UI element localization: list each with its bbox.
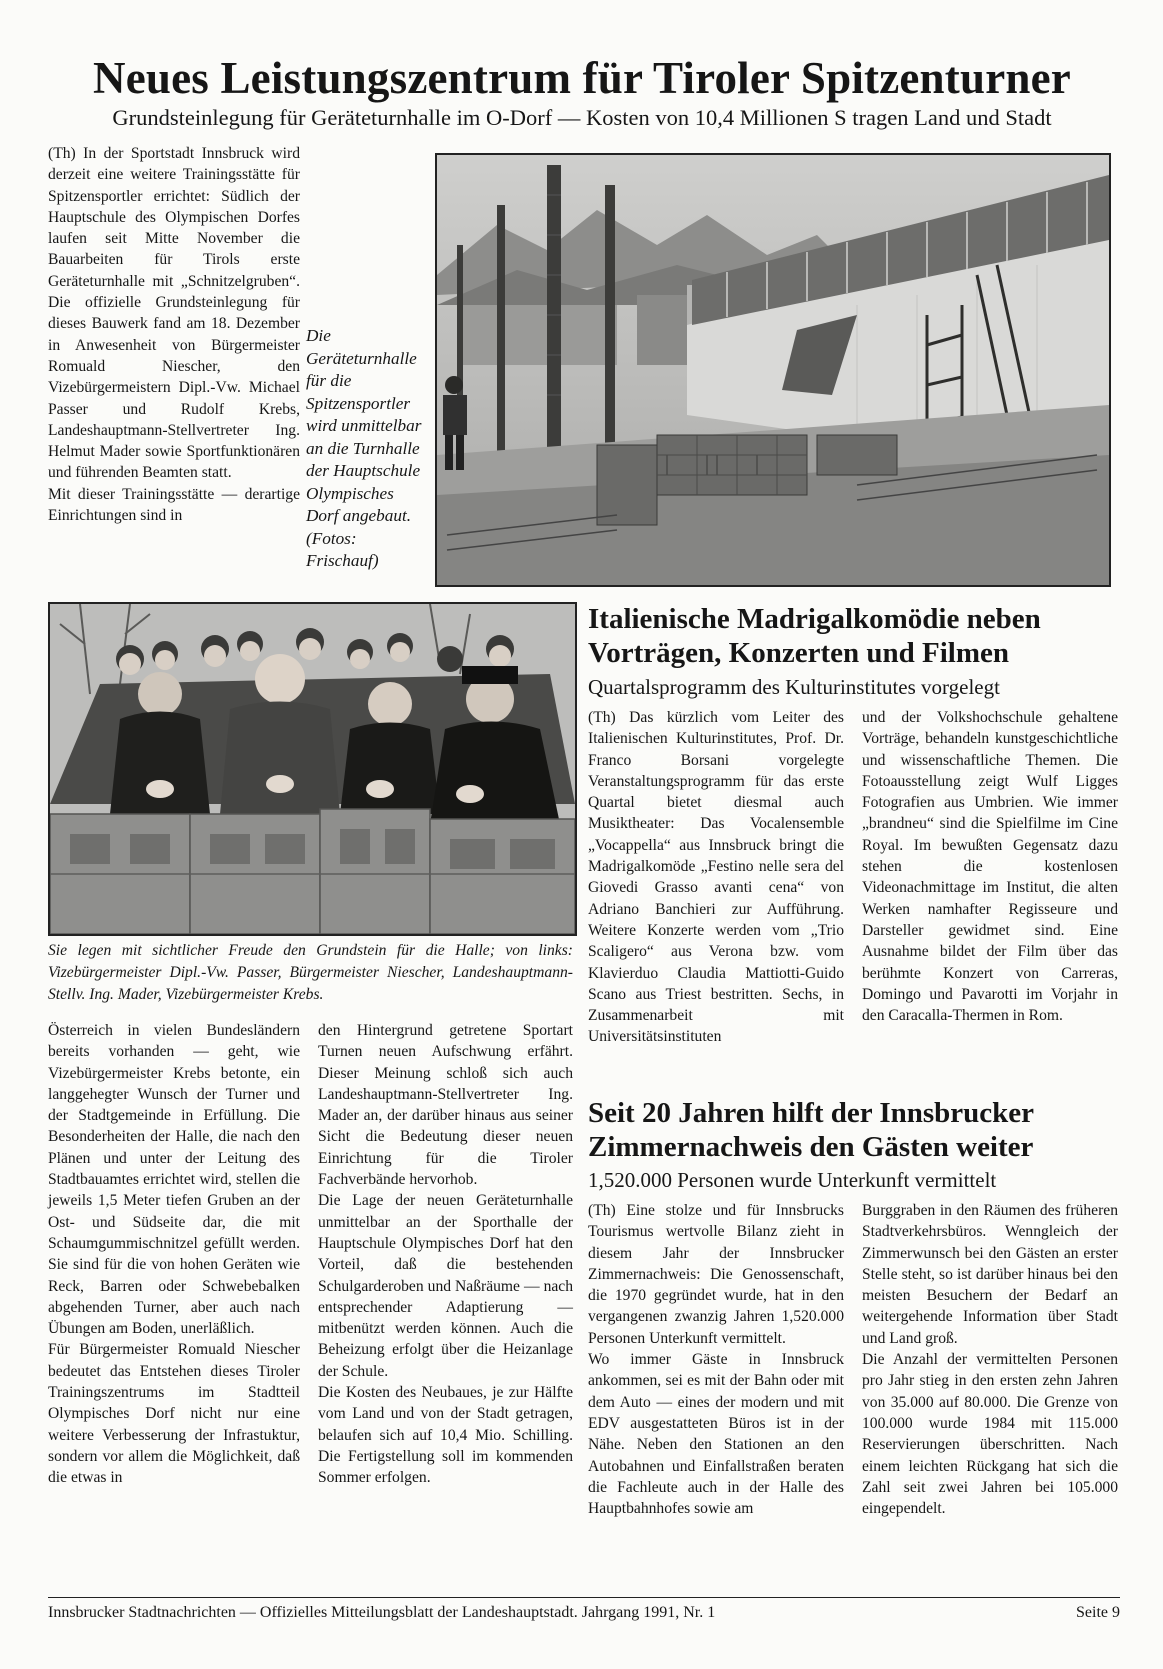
page-number: Seite 9: [1076, 1604, 1120, 1621]
article1-col-b-text-3: Die Kosten des Neubaues, je zur Hälfte vom Land und von der Stadt getragen, belaufen sich auf 10,4 Mio. Schilling. Die Fertigstellung soll im kommenden Sommer erfolgen.: [318, 1384, 573, 1487]
article1-intro-text-cont: Mit dieser Trainingsstätte — derartige Einrichtungen sind in: [48, 485, 300, 525]
article3-col-a-text-1: (Th) Eine stolze und für Innsbrucks Tourismus wertvolle Bilanz zieht in diesem Jahr der Innsbrucker Zimmernachweis: Die Genossenschaft, die 1970 gegründet wurde, hat in den vergangenen zwanzig Jahren 1,520.000 Personen Unterkunft vermittelt.: [588, 1202, 844, 1347]
footer-divider: [48, 1597, 1120, 1598]
article3-subtitle: 1,520.000 Personen wurde Unterkunft vermittelt: [588, 1168, 997, 1192]
construction-photo: [435, 153, 1111, 587]
article3-column-b: [862, 1200, 1118, 1519]
article1-intro-text: (Th) In der Sportstadt Innsbruck wird derzeit eine weitere Trainingsstätte für Spitzensportler errichtet: Südlich der Hauptschule des Olympischen Dorfes laufen seit Mitte November die Bauarbeiten für Tirols erste Geräteturnhalle mit „Schnitzelgruben“. Die offizielle Grundsteinlegung für dieses Bauwerk fand am 18. Dezember in Anwesenheit von Bürgermeister Romuald Niescher, den Vizebürgermeistern Dipl.-Vw. Michael Passer und Rudolf Krebs, Landeshauptmann-Stellvertreter Ing. Helmut Mader sowie Sportfunktionären und führenden Beamten statt.: [48, 145, 300, 482]
article1-title: Neues Leistungszentrum für Tiroler Spitzenturner: [93, 53, 1071, 103]
foundation-stone-photo: [48, 602, 577, 936]
photo1-caption: Die Geräteturnhalle für die Spitzensportler wird unmittelbar an die Turnhalle der Hauptschule Olympisches Dorf angebaut. (Fotos: Frischauf): [306, 326, 422, 570]
article2-col-a-text: (Th) Das kürzlich vom Leiter des Italienischen Kulturinstitutes, Prof. Dr. Franco Borsani vorgelegte Veranstaltungsprogramm für das erste Quartal bietet diesmal auch Musiktheater: Das Vocalensemble „Vocappella“ aus Innsbruck bringt die Madrigalkomöde „Festino nelle sera del Giovedi Grasso avanti cena“ von Adriano Banchieri zur Aufführung. Weitere Konzerte werden vom „Trio Scaligero“ aus Verona bzw. vom Klavierduo Claudia Mattiotti-Guido Scano aus Triest bestritten. Sechs, in Zusammenarbeit mit Universitätsinstituten: [588, 709, 844, 1046]
article1-col-a-text-1: Österreich in vielen Bundesländern bereits vorhanden — geht, wie Vizebürgermeister Krebs betonte, ein langgehegter Wunsch der Turner und der Stadtgemeinde in Erfüllung. Die Besonderheiten der Halle, die nach den Plänen und unter der Leitung des Stadtbauamtes errichtet wird, stellen die jeweils 1,5 Meter tiefen Gruben an der Ost- und Südseite dar, die mit Schaumgummischnitzel gefüllt werden. Sie sind für die von hohen Geräten wie Reck, Barren oder Schwebebalken abgehenden Turner, aber auch nach Übungen am Boden, unerläßlich.: [48, 1022, 300, 1338]
page-footer: [48, 1603, 1120, 1623]
article3-col-b-text-1: Burggraben in den Räumen des früheren Stadtverkehrsbüros. Wenngleich der Zimmerwunsch bei den Gästen an erster Stelle steht, so ist darüber hinaus bei den meisten Besuchern der Bedarf an weitergehende Information über Stadt und Land groß.: [862, 1202, 1118, 1347]
article1-col-b-text-1: den Hintergrund getretene Sportart Turnen neuen Aufschwung erfährt. Dieser Meinung schloß sich auch Landeshauptmann-Stellvertreter Ing. Mader an, der darüber hinaus aus seiner Sicht die Bedeutung dieser neuen Einrichtung für die Tiroler Fachverbände hervorhob.: [318, 1022, 573, 1189]
article2-col-b-text: und der Volkshochschule gehaltene Vorträge, behandeln kunstgeschichtliche und wissenschaftliche Themen. Die Fotoausstellung zeigt Wulf Ligges Fotografien aus Umbrien. Wie immer „brandneu“ sind die Spielfilme im Cine Royal. Im bewußten Gegensatz dazu stehen die kostenlosen Videonachmittage im Institut, die alten Werken namhafter Regisseure und Darsteller gewidmet sind. Eine Ausnahme bildet der Film über das berühmte Konzert von Carreras, Domingo und Pavarotti im Vorjahr in den Caracalla-Thermen in Rom.: [862, 709, 1118, 1025]
article1-col-b-text-2: Die Lage der neuen Geräteturnhalle unmittelbar an der Sporthalle der Hauptschule Olympisches Dorf hat den Vorteil, daß die bestehenden Schulgarderoben und Naßräume — nach entsprechender Adaptierung — mitbenützt werden können. Auch die Beheizung erfolgt über die Heizanlage der Schule.: [318, 1192, 573, 1380]
article3-col-a-text-2: Wo immer Gäste in Innsbruck ankommen, sei es mit der Bahn oder mit dem Auto — eines der modern und mit EDV ausgestatteten Büros ist in der Nähe. Neben den Stationen an den Autobahnen und Einfallstraßen beraten die Fachleute auch in der Halle des Hauptbahnhofes sowie am: [588, 1351, 844, 1518]
construction-photo-image: [437, 155, 1109, 585]
article2-column-b: [862, 707, 1118, 1026]
article1-col-a-text-2: Für Bürgermeister Romuald Niescher bedeutet das Entstehen dieses Tiroler Trainingszentrums im Stadtteil Olympisches Dorf nicht nur eine weitere Verbesserung der Infrastuktur, sondern vor allem die Möglichkeit, daß die etwas in: [48, 1341, 300, 1487]
article3-title: Seit 20 Jahren hilft der Innsbrucker Zimmernachweis den Gästen weiter: [588, 1097, 1034, 1163]
article2-title: Italienische Madrigalkomödie neben Vorträgen, Konzerten und Filmen: [588, 603, 1041, 669]
article1-column-b: [318, 1020, 573, 1489]
article3-column-a: [588, 1200, 844, 1519]
article1-subtitle: Grundsteinlegung für Geräteturnhalle im O-Dorf — Kosten von 10,4 Millionen S tragen Land und Stadt: [112, 105, 1052, 130]
article1-intro-column: [48, 143, 300, 526]
article1-column-a: [48, 1020, 300, 1489]
article2-column-a: [588, 707, 844, 1048]
article3-col-b-text-2: Die Anzahl der vermittelten Personen pro Jahr stieg in den ersten zehn Jahren von 35.000 auf 80.000. Die Grenze von 100.000 wurde 1984 mit 115.000 Reservierungen überschritten. Nach einem leichten Rückgang hat sich die Zahl seit zwei Jahren bei 105.000 eingependelt.: [862, 1351, 1118, 1518]
foundation-stone-photo-image: [50, 604, 575, 934]
footer-publication: Innsbrucker Stadtnachrichten — Offizielles Mitteilungsblatt der Landeshauptstadt. Jahrgang 1991, Nr. 1: [48, 1604, 716, 1621]
article2-subtitle: Quartalsprogramm des Kulturinstitutes vorgelegt: [588, 675, 1000, 699]
photo2-caption: Sie legen mit sichtlicher Freude den Grundstein für die Halle; von links: Vizebürgermeister Dipl.-Vw. Passer, Bürgermeister Niescher, Landeshauptmann-Stellv. Ing. Mader, Vizebürgermeister Krebs.: [48, 942, 573, 1003]
